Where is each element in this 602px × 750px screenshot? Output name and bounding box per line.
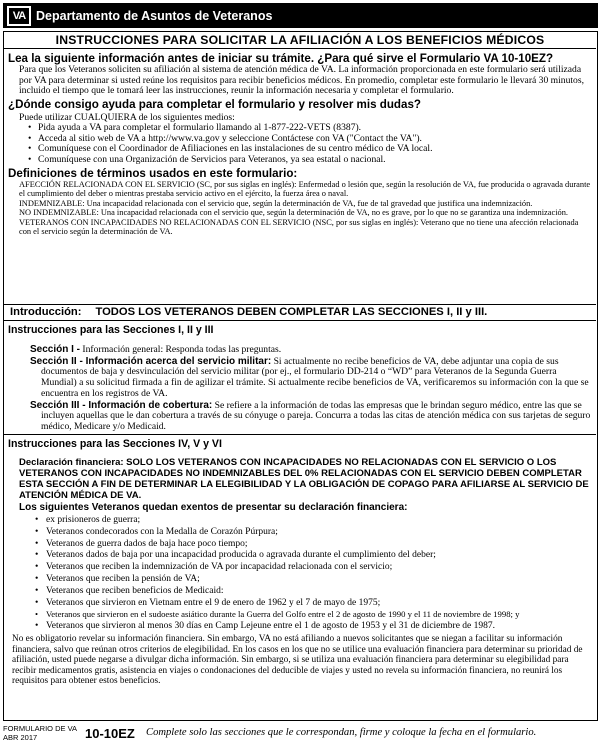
definition-indemnizable: INDEMNIZABLE: Una incapacidad relacionada con el servicio que, según la determinación de VA, fue de tal gravedad que justifica una indemnización. <box>19 198 533 208</box>
section-1-item <box>19 345 592 356</box>
introduction-text: TODOS LOS VETERANOS DEBEN COMPLETAR LAS SECCIONES I, II y III. <box>95 306 488 318</box>
financial-declaration <box>8 457 592 501</box>
info-section <box>4 50 596 304</box>
instructions-frame <box>3 31 598 721</box>
department-name: Departamento de Asuntos de Veteranos <box>36 8 273 23</box>
introduction-bar <box>4 304 596 321</box>
sections-4-6-instructions <box>4 436 596 721</box>
definition-sc: AFECCIÓN RELACIONADA CON EL SERVICIO (SC, por sus siglas en inglés): Enfermedad o lesión que, según la resolución de VA, fue producida o agravada durante el cumplimiento del deber o mientras prestaba servicio activo en el ejército, la fuerza área o naval. <box>19 179 591 199</box>
list-item: • Acceda al sitio web de VA a http://www.va.gov y seleccione Contáctese con VA ("Contact the VA"). <box>38 134 592 145</box>
section-3-label: Sección III - Información de cobertura: <box>30 399 213 411</box>
va-logo-icon: VA <box>7 6 31 26</box>
page-title: INSTRUCCIONES PARA SOLICITAR LA AFILIACIÓN A LOS BENEFICIOS MÉDICOS <box>4 32 596 49</box>
financial-declaration-label: Declaración financiera: <box>19 457 124 468</box>
closing-paragraph: No es obligatorio revelar su información financiera. Sin embargo, VA no está afiliando a nuevos solicitantes que se niegan a facilitar su información financiera, salvo que reúnan otros criterios de elegibilidad. En los casos en los que no se utilice una evaluación financiera para determinar su prioridad de afiliación, usted puede negarse a divulgar dicha información. Sin embargo, si se utiliza una evaluación financiera para determinar su elegibilidad para recibir medicamentos gratis, asistencia en viajes o condonaciones del deducible de viajes y usted no revela su información financiera, no reunirá los requisitos para obtener estos beneficios. <box>12 633 583 687</box>
introduction-label: Introducción: <box>10 306 82 318</box>
list-item: • Comuníquese con una Organización de Servicios para Veteranos, ya sea estatal o nacional. <box>38 155 592 166</box>
help-lead: Puede utilizar CUALQUIERA de los siguientes medios: <box>19 111 235 123</box>
form-number-label <box>3 725 77 742</box>
definition-nsc: VETERANOS CON INCAPACIDADES NO RELACIONADAS CON EL SERVICIO (NSC, por sus siglas en inglés): Veterano que no tiene una afección relacionada con el servicio según la determinación de VA. <box>19 217 579 237</box>
section-1-text: Información general: Responda todas las preguntas. <box>80 344 282 355</box>
section-2-item <box>19 357 592 400</box>
list-item: • Veteranos que reciben la pensión de VA; <box>46 574 592 586</box>
definitions-heading: Definiciones de términos usados en este formulario: <box>8 166 298 180</box>
list-item: • Veteranos de guerra dados de baja hace poco tiempo; <box>46 539 592 551</box>
section-3-item <box>19 401 592 433</box>
list-item: • Veteranos que sirvieron en Vietnam entre el 9 de enero de 1962 y el 7 de mayo de 1975; <box>46 598 592 610</box>
form-code: 10-10EZ <box>85 726 135 741</box>
list-item: • Veteranos que sirvieron en el sudoeste asiático durante la Guerra del Golfo entre el 2 de agosto de 1990 y el 11 de noviembre de 1998; y <box>46 609 592 621</box>
info-heading: Lea la siguiente información antes de iniciar su trámite. ¿Para qué sirve el Formulario VA 10-10EZ? <box>8 52 554 65</box>
form-label-line-2: ABR 2017 <box>3 732 38 742</box>
sections-1-3-instructions <box>4 322 596 435</box>
exempt-list <box>8 515 592 633</box>
list-item: • Veteranos condecorados con la Medalla de Corazón Púrpura; <box>46 527 592 539</box>
info-intro: Para que los Veteranos soliciten su afiliación al sistema de atención médica de VA. La información proporcionada en este formulario será utilizada por VA para determinar si usted reúne los requisitos para recibir beneficios médicos. En promedio, completar este formulario le llevará 30 minutos, incluido el tiempo que le tomará leer las instrucciones, reunir la información necesaria y completar el formulario. <box>19 64 584 97</box>
form-label-line-1: FORMULARIO DE VA <box>3 724 78 733</box>
help-list <box>8 123 592 166</box>
definitions-list <box>8 180 592 237</box>
list-item: • Pida ayuda a VA para completar el formulario llamando al 1-877-222-VETS (8387). <box>38 123 592 134</box>
list-item: • ex prisioneros de guerra; <box>46 515 592 527</box>
exempt-heading: Los siguientes Veteranos quedan exentos de presentar su declaración financiera: <box>19 502 408 513</box>
list-item: • Veteranos que sirvieron al menos 30 días en Camp Lejeune entre el 1 de agosto de 1953 y el 31 de diciembre de 1987. <box>46 621 592 633</box>
list-item: • Veteranos que reciben beneficios de Medicaid: <box>46 586 592 598</box>
sections-1-3-heading: Instrucciones para las Secciones I, II y III <box>8 324 214 336</box>
footer-note: Complete solo las secciones que le correspondan, firme y coloque la fecha en el formulario. <box>146 727 537 738</box>
section-1-label: Sección I - <box>30 344 81 355</box>
definition-no-indemnizable: NO INDEMNIZABLE: Una incapacidad relacionada con el servicio que, según la determinación de VA, no es grave, por lo que no se garantiza una indemnización. <box>19 208 568 218</box>
list-item: • Veteranos dados de baja por una incapacidad producida o agravada durante el cumplimiento del deber; <box>46 550 592 562</box>
sections-4-6-heading: Instrucciones para las Secciones IV, V y VI <box>8 438 222 450</box>
form-footer <box>3 722 598 748</box>
list-item: • Veteranos que reciben la indemnización de VA por incapacidad relacionada con el servicio; <box>46 562 592 574</box>
agency-header-bar <box>3 3 598 28</box>
list-item: • Comuníquese con el Coordinador de Afiliaciones en las instalaciones de su centro médico de VA local. <box>38 144 592 155</box>
help-heading: ¿Dónde consigo ayuda para completar el formulario y resolver mis dudas? <box>8 97 421 111</box>
financial-declaration-text: SOLO LOS VETERANOS CON INCAPACIDADES NO RELACIONADAS CON EL SERVICIO O LOS VETERANOS CON INCAPACIDADES NO INDEMNIZABLES DEL 0% RELACIONADAS CON EL SERVICIO DEBEN COMPLETAR ESTA SECCIÓN A FIN DE DETERMINAR LA ELEGIBILIDAD Y LA OBLIGACIÓN DE COPAGO PARA AFILIARSE AL SERVICIO DE ATENCIÓN MÉDICA DE VA. <box>19 457 589 501</box>
section-2-text: Si actualmente no recibe beneficios de VA, debe adjuntar una copia de sus documentos de baja y desvinculación del servicio militar (por ej., el formulario DD-214 o “WD” para Veteranos de la Segunda Guerra Mundial) a su solicitud firmada a fin de agilizar el trámite. Si actualmente recibe beneficios de VA, verificaremos su información con la que se encuentra en los registros de VA. <box>41 355 589 399</box>
section-3-text: Se refiere a la información de todas las empresas que le brindan seguro médico, entre las que se incluyen aquellas que le dan cobertura a través de su cónyuge o pareja. Concurra a todas las citas de atención médica con sus tarjetas de seguro médico, Medicare y/o Medicaid. <box>41 399 591 432</box>
section-2-label: Sección II - Información acerca del servicio militar: <box>30 355 272 367</box>
